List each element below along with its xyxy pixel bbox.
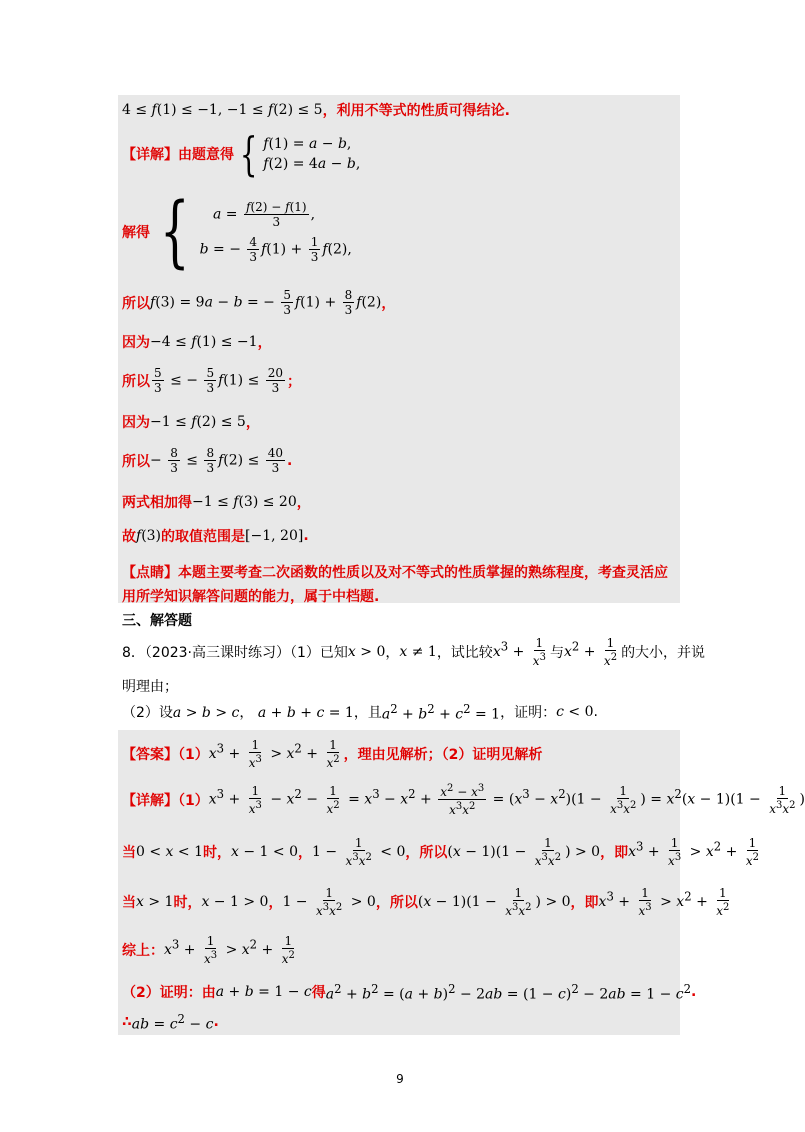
section-heading: 三、解答题	[122, 613, 192, 629]
proof-line: （2）证明：由 a + b = 1 − c 得 $a^2 + b^2 = (a + b)^2 - 2ab = (1 - c)^2 - 2ab = 1 - c^2$ .	[122, 982, 697, 1003]
case-1-line: 当 0 < x < 1 时， x − 1 < 0 ， 1 − $\frac{1}{x^3x^2}$ < 0 ，所以 (x − 1)(1 − $\frac{1}{x^3x^2}$ ) > 0 ，即 $x^3$ + $\frac{1}{x^3}$ > $x^2$ + $\frac{1}{x^2}$	[122, 836, 759, 868]
f3-expression: 所以 f(3) = 9a − b = − $\frac{5}{3}$ f(1) + $\frac{8}{3}$ f(2) ，	[122, 288, 396, 317]
comment-line-2: 用所学知识解答问题的能力，属于中档题.	[122, 589, 380, 605]
sum-line: 两式相加得 −1 ≤ f(3) ≤ 20 ，	[122, 494, 311, 511]
solve-system: 解得 { a = $\frac{f(2) - f(1)}{3}$ , b = − $\frac{4}{3}$ f(1) + $\frac{1}{3}$ f(2),	[122, 187, 352, 277]
line-1: 4 ≤ f(1) ≤ −1, −1 ≤ f(2) ≤ 5 ，利用不等式的性质可得结论.	[122, 102, 510, 119]
cond-f2: 因为 −1 ≤ f(2) ≤ 5 ，	[122, 414, 260, 431]
ineq-f1: 所以 $\frac{5}{3}$ ≤ − $\frac{5}{3}$ f(1) ≤ $\frac{20}{3}$ ；	[122, 366, 302, 395]
answer-line: 【答案】（1） $x^3$ + $\frac{1}{x^3}$ > $x^2$ + $\frac{1}{x^2}$ ，理由见解析；（2）证明见解析	[122, 738, 543, 770]
question-8-line-2: 明理由；	[122, 679, 178, 695]
question-8-line-3: （2）设 a > b > c， a + b + c = 1 ，且 $a^2 + b^2 + c^2 = 1$ ，证明： c < 0 .	[122, 702, 598, 723]
question-8-line-1: 8．（2023·高三课时练习）（1）已知 x > 0 ， x ≠ 1 ，试比较 $x^3$ + $\frac{1}{x^3}$ 与 $x^2$ + $\frac{1}{x^2}$ 的大小，并说	[122, 636, 706, 668]
range-line: 故 f(3) 的取值范围是 [−1, 20] .	[122, 528, 309, 545]
page-number: 9	[396, 1072, 404, 1086]
cond-f1: 因为 −4 ≤ f(1) ≤ −1 ，	[122, 334, 272, 351]
comment-line-1: 【点睛】本题主要考查二次函数的性质以及对不等式的性质掌握的熟练程度，考查灵活应	[122, 565, 668, 581]
therefore-line: ∴ ab = $c^2 - c$ .	[122, 1012, 219, 1033]
detail-system: 【详解】由题意得 { f(1) = a − b, f(2) = 4a − b,	[122, 127, 361, 181]
summary-line: 综上： $x^3$ + $\frac{1}{x^3}$ > $x^2$ + $\frac{1}{x^2}$	[122, 934, 295, 966]
case-2-line: 当 x > 1 时， x − 1 > 0 ， 1 − $\frac{1}{x^3x^2}$ > 0 ，所以 (x − 1)(1 − $\frac{1}{x^3x^2}$ ) > 0 ，即 $x^3$ + $\frac{1}{x^3}$ > $x^2$ + $\frac{1}{x^2}$	[122, 886, 730, 918]
detail-2-line: 【详解】（1） $x^3$ + $\frac{1}{x^3}$ − $x^2$ − $\frac{1}{x^2}$ = $x^3 - x^2$ + $\frac{x^2 - x^3}{x^3x^2}$ = $(x^3 - x^2)(1$ − $\frac{1}{x^3x^2}$ ) = $x^2(x - 1)(1$ − $\frac{1}{x^3x^2}$ )	[122, 783, 805, 817]
ineq-f2: 所以 − $\frac{8}{3}$ ≤ $\frac{8}{3}$ f(2) ≤ $\frac{40}{3}$ .	[122, 446, 293, 475]
